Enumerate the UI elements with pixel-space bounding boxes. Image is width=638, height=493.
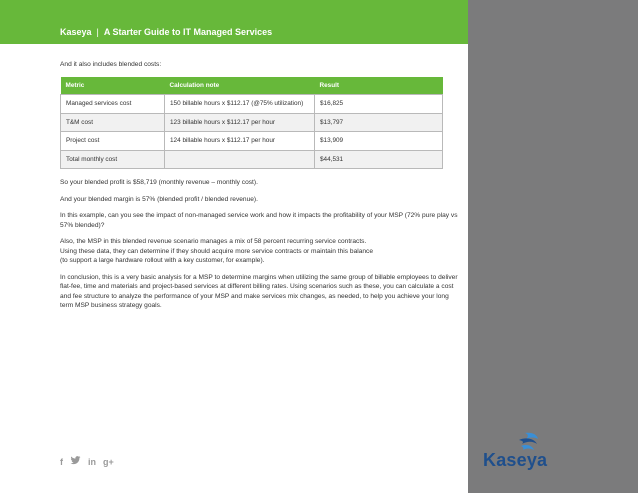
cell-metric: T&M cost bbox=[61, 113, 165, 132]
table-header-row bbox=[61, 77, 443, 95]
cell-result: $13,909 bbox=[315, 132, 443, 151]
cell-result: $16,825 bbox=[315, 95, 443, 114]
cell-note bbox=[165, 150, 315, 169]
header-metric: Metric bbox=[61, 77, 165, 95]
intro-text: And it also includes blended costs: bbox=[60, 61, 162, 68]
scenario-line-2: Using these data, they can determine if they should acquire more service contracts or maintain this balance bbox=[60, 247, 374, 255]
cell-metric: Total monthly cost bbox=[61, 150, 165, 169]
header-band bbox=[0, 0, 468, 44]
cell-metric: Managed services cost bbox=[61, 95, 165, 114]
header-title bbox=[60, 27, 272, 37]
google-plus-icon[interactable]: g+ bbox=[103, 456, 114, 467]
table-row bbox=[61, 95, 443, 114]
social-icons bbox=[60, 456, 114, 467]
scenario-line-3: (to support a large hardware rollout with a key customer, for example). bbox=[60, 257, 265, 264]
header-calculation-note: Calculation note bbox=[165, 77, 315, 95]
kaseya-logo bbox=[483, 431, 553, 471]
linkedin-icon[interactable]: in bbox=[88, 456, 96, 467]
cell-note: 124 billable hours x $112.17 per hour bbox=[165, 132, 315, 151]
blended-margin-text: And your blended margin is 57% (blended profit / blended revenue). bbox=[60, 195, 258, 203]
blended-profit-text: So your blended profit is $58,719 (monthly revenue – monthly cost). bbox=[60, 179, 258, 186]
table-row bbox=[61, 132, 443, 151]
header-separator: | bbox=[96, 27, 99, 37]
scenario-line-1: Also, the MSP in this blended revenue scenario manages a mix of 58 percent recurring service contracts. bbox=[60, 238, 367, 245]
table-row-total bbox=[61, 150, 443, 169]
cell-result: $13,797 bbox=[315, 113, 443, 132]
cell-note: 123 billable hours x $112.17 per hour bbox=[165, 113, 315, 132]
logo-wordmark: Kaseya bbox=[483, 450, 548, 470]
cell-result: $44,531 bbox=[315, 150, 443, 169]
main-content bbox=[60, 60, 462, 318]
scenario-paragraph bbox=[60, 237, 462, 266]
facebook-icon[interactable]: f bbox=[60, 456, 63, 467]
side-panel bbox=[468, 0, 638, 493]
header-brand: Kaseya bbox=[60, 27, 92, 37]
twitter-icon[interactable] bbox=[70, 456, 81, 467]
conclusion-paragraph: In conclusion, this is a very basic analysis for a MSP to determine margins when utilizing the same group of billable employees to deliver flat-fee, time and materials and project-based services at different billing rates. Using scenarios such as these, you can calculate a cost and fee structure to analyze the performance of your MSP and make services mix changes, as needed, to help you achieve your long term MSP business strategy goals. bbox=[60, 273, 458, 309]
impact-paragraph: In this example, can you see the impact of non-managed service work and how it impacts the profitability of your MSP (72% pure play vs 57% blended)? bbox=[60, 212, 458, 229]
blended-cost-table bbox=[60, 77, 443, 170]
cell-note: 150 billable hours x $112.17 (@75% utilization) bbox=[165, 95, 315, 114]
header-guide-title: A Starter Guide to IT Managed Services bbox=[103, 27, 273, 37]
header-result: Result bbox=[315, 77, 443, 95]
table-row bbox=[61, 113, 443, 132]
cell-metric: Project cost bbox=[61, 132, 165, 151]
